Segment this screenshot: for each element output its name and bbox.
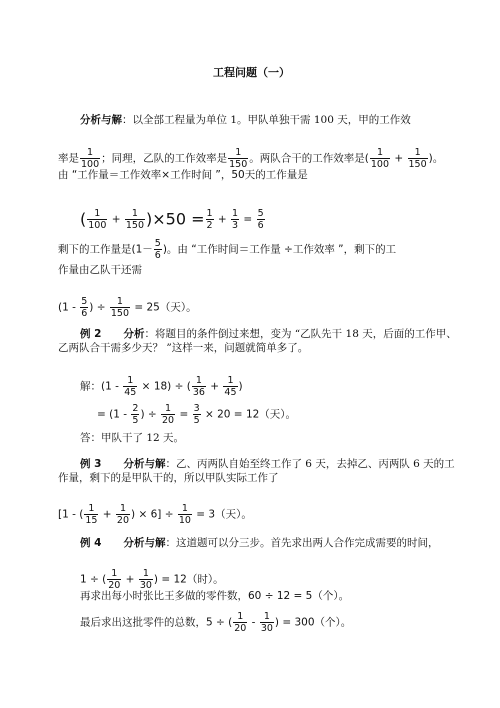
ex4-text: ：这道题可以分三步。首先求出两人合作完成需要的时间，	[165, 537, 439, 549]
ex3-equation	[58, 503, 252, 526]
solution-label: 解：(1 -	[80, 380, 123, 393]
ex1-line-1	[80, 113, 411, 127]
paren-open: (1 -	[58, 301, 80, 314]
fraction-1-15: $\frac{1}{15}$	[85, 503, 98, 526]
ex2-answer: 答：甲队干了 12 天。	[80, 432, 185, 444]
ex2-line-1	[80, 327, 457, 341]
result-300-pieces: ) = 300（个）。	[274, 616, 352, 629]
ex3-heading: 分析与解	[123, 458, 166, 470]
fraction-1-150: $\frac{1}{150}$	[408, 147, 427, 170]
plus-sign: +	[391, 152, 407, 165]
one-divide: 1 ÷ (	[80, 573, 107, 586]
ex3-number: 例 3	[80, 458, 102, 470]
equals-sign: =	[240, 213, 256, 226]
ex1-line-5: 作量由乙队干还需	[58, 264, 142, 276]
ex1-heading: 分析与解	[80, 114, 122, 126]
ex1-line-3: 由 “工作量＝工作效率×工作时间 ”，50天的工作量是	[58, 169, 308, 181]
fraction-1-2: $\frac{1}{2}$	[206, 208, 213, 231]
text-rate: 率是	[58, 152, 79, 165]
fraction-1-30: $\frac{1}{30}$	[260, 611, 273, 634]
plus-sign: +	[122, 573, 138, 586]
divide-sign: ) ÷	[89, 301, 109, 314]
fraction-5-6: $\frac{5}{6}$	[81, 296, 88, 319]
fraction-1-100: $\frac{1}{100}$	[370, 147, 390, 170]
times-18-divide: × 18) ÷ (	[138, 380, 191, 393]
plus-sign: +	[108, 213, 124, 226]
ex1-text: ：以全部工程量为单位 1。甲队单独干需 100 天，甲的工作效	[122, 114, 411, 126]
fraction-1-100: $\frac{1}{100}$	[88, 208, 107, 231]
ex2-solution-2	[97, 403, 296, 426]
ex3-line-2: 作量，剩下的是甲队干的，所以甲队实际工作了	[58, 472, 279, 484]
fraction-1-150: $\frac{1}{150}$	[125, 208, 145, 231]
equals-paren: = (1 -	[97, 408, 131, 421]
ex3-text: ：乙、丙两队自始至终工作了 6 天，去掉乙、丙两队 6 天的工	[165, 458, 455, 470]
equals-sign: =	[176, 408, 192, 421]
minus-sign: -	[248, 616, 259, 629]
ex2-solution-1	[80, 375, 243, 398]
ex3-line-1	[80, 457, 455, 471]
times-6-divide: ) × 6] ÷	[131, 508, 177, 521]
text-similarly: ；同理，乙队的工作效率是	[101, 152, 228, 165]
ex2-text: ：将题目的条件倒过来想，变为 “乙队先干 18 天，后面的工作甲、	[144, 328, 457, 340]
ex2-heading: 分析	[123, 328, 145, 340]
fraction-1-30: $\frac{1}{30}$	[139, 568, 152, 591]
paren-open: (	[80, 209, 87, 229]
text-time-formula: )。由 “工作时间＝工作量 ÷工作效率 ”，剩下的工	[162, 243, 397, 256]
fraction-1-45: $\frac{1}{45}$	[124, 375, 137, 398]
result-12-hours: ) = 12（时）。	[153, 573, 224, 586]
fraction-1-150: $\frac{1}{150}$	[110, 296, 130, 319]
ex2-number: 例 2	[80, 328, 102, 340]
ex1-line-2	[58, 147, 443, 170]
fraction-1-20: $\frac{1}{20}$	[162, 403, 175, 426]
result-12-days: × 20 = 12（天）。	[201, 408, 297, 421]
divide-sign: ) ÷	[140, 408, 161, 421]
result-25-days: = 25（天）。	[131, 301, 197, 314]
fraction-5-6: $\frac{5}{6}$	[154, 238, 161, 261]
ex1-line-4	[58, 238, 396, 261]
plus-sign: +	[99, 508, 115, 521]
fraction-5-6: $\frac{5}{6}$	[257, 208, 264, 231]
fraction-1-20: $\frac{1}{20}$	[234, 611, 247, 634]
ex1-equation-1	[80, 208, 266, 231]
plus-sign: +	[206, 380, 223, 393]
fraction-1-10: $\frac{1}{10}$	[178, 503, 191, 526]
fraction-1-100: $\frac{1}{100}$	[81, 147, 100, 170]
fraction-3-5: $\frac{3}{5}$	[193, 403, 200, 426]
page-title: 工程问题（一）	[213, 66, 290, 79]
plus-sign: +	[214, 213, 231, 226]
fraction-1-3: $\frac{1}{3}$	[232, 208, 239, 231]
fraction-1-20: $\frac{1}{20}$	[116, 503, 130, 526]
text-close: )。	[428, 152, 444, 165]
ex4-heading: 分析与解	[123, 537, 166, 549]
fraction-1-20: $\frac{1}{20}$	[108, 568, 121, 591]
ex4-number: 例 4	[80, 537, 102, 549]
paren-close: )	[238, 380, 243, 393]
text-combined: 。两队合干的工作效率是(	[249, 152, 369, 165]
text-total: 最后求出这批零件的总数，5 ÷ (	[80, 616, 233, 629]
fraction-1-150: $\frac{1}{150}$	[229, 147, 248, 170]
fraction-1-45: $\frac{1}{45}$	[224, 375, 237, 398]
ex2-line-2: 乙两队合干需多少天？ ”这样一来，问题就简单多了。	[58, 342, 309, 354]
fraction-1-36: $\frac{1}{36}$	[192, 375, 205, 398]
text-remaining: 剩下的工作量是(1－	[58, 243, 153, 256]
ex4-equation-1	[80, 568, 224, 591]
result-3-days: = 3（天）。	[192, 508, 252, 521]
ex4-line-1	[80, 536, 438, 550]
ex4-line-3	[80, 611, 351, 634]
times-50: )×50 =	[146, 209, 205, 229]
ex4-line-2: 再求出每小时张比王多做的零件数，60 ÷ 12 = 5（个）。	[80, 590, 350, 602]
bracket-open: [1 - (	[58, 508, 84, 521]
ex1-equation-2	[58, 296, 197, 319]
fraction-2-5: $\frac{2}{5}$	[132, 403, 139, 426]
